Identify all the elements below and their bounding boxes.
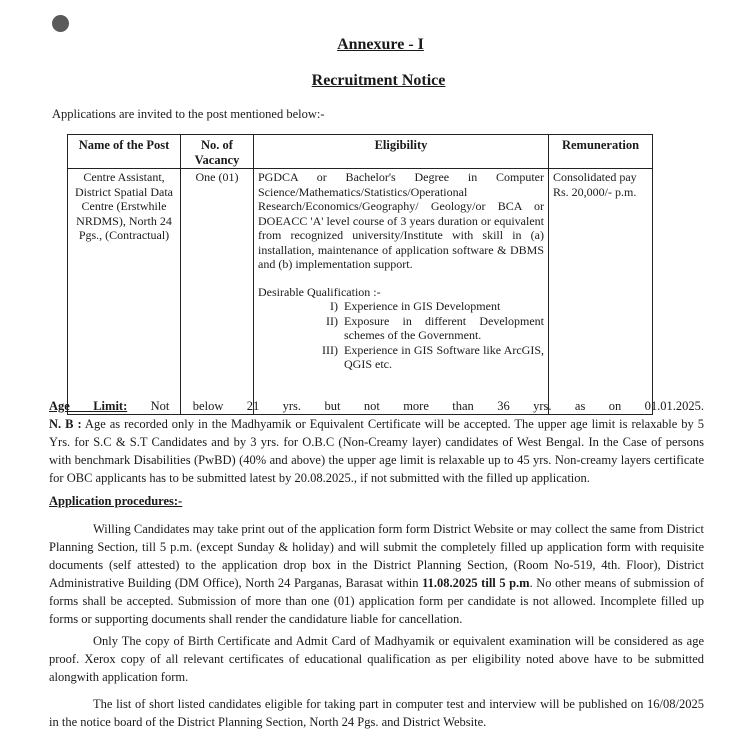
- desirable-title: Desirable Qualification :-: [258, 284, 381, 299]
- table-header-row: [68, 135, 653, 169]
- list-item: [306, 343, 544, 372]
- table-row: [68, 169, 653, 415]
- desirable-qualification: [258, 285, 544, 372]
- nb-text: Age as recorded only in the Madhyamik or Equivalent Certificate will be accepted. The upper age limit is relaxable by 5 Yrs. for S.C & S.T Candidates and by 3 yrs. for O.B.C (Non-Creamy layer) candidates of West Bengal. In the Case of persons with benchmark Disabilities (PwBD) (40% and above) the upper age limit is relaxable up to 45 yrs. Non-creamy layers certificate for OBC applicants has to be submitted latest by 20.08.2025., if not submitted with the filled up application.: [49, 417, 704, 485]
- eligibility-text: PGDCA or Bachelor's Degree in Computer Science/Mathematics/Statistics/Operational Research/Economics/Geography/ Geology/or BCA or DOEACC 'A' level course of 3 years duration or equivalent from recognized university/Institute with skill in (a) installation, maintenance of application software & DBMS and (b) implementation support.: [258, 170, 544, 271]
- header-eligibility: Eligibility: [254, 135, 549, 169]
- recruitment-table: [67, 134, 653, 415]
- vacancy-cell: One (01): [181, 169, 254, 415]
- procedure-text: Willing Candidates may take print out of the application form form District Website or may collect the same from District Planning Section, till 5 p.m. (except Sunday & holiday) and will submit the completely filled up application form with requisite documents (self attested) to the application drop box in the District Planning Section, (Room No-519, 4th. Floor), District Administrative Building (DM Office), North 24 Parganas, Barasat within: [49, 522, 704, 590]
- list-number: III): [322, 342, 338, 357]
- eligibility-cell: [254, 169, 549, 415]
- list-item: [306, 314, 544, 343]
- page-title: Recruitment Notice: [311, 72, 446, 89]
- certificate-paragraph: Only The copy of Birth Certificate and Admit Card of Madhyamik or equivalent examination will be considered as age proof. Xerox copy of all relevant certificates of educational qualification as per eligibility noted above have to be submitted alongwith application form.: [49, 634, 704, 684]
- nb-text-block: [49, 415, 704, 487]
- procedure-text-end: . No other means of submission of forms shall be accepted. Submission of more than one (01) application form per candidate is not allowed. Incomplete filled up forms or supporting documents shall render the candidature liable for cancellation.: [49, 576, 704, 626]
- procedure-paragraph: [49, 520, 704, 628]
- age-limit-text: Not below 21 yrs. but not more than 36 yrs. as on 01.01.2025.: [127, 399, 704, 413]
- desirable-list: [258, 299, 544, 372]
- list-number: I): [330, 299, 338, 313]
- annexure-heading: Annexure - I: [337, 36, 424, 53]
- punch-hole: [52, 15, 69, 32]
- list-text: Exposure in different Development schemes of the Government.: [344, 313, 544, 342]
- intro-text: Applications are invited to the post mentioned below:-: [52, 107, 325, 121]
- header-vacancy: No. of Vacancy: [181, 135, 254, 169]
- shortlist-paragraph: The list of short listed candidates eligible for taking part in computer test and interview will be published on 16/08/2025 in the notice board of the District Planning Section, North 24 Pgs. and District Website.: [49, 697, 704, 729]
- remuneration-cell: Consolidated pay Rs. 20,000/- p.m.: [549, 169, 653, 415]
- age-limit-line: [49, 397, 704, 415]
- post-name-cell: Centre Assistant, District Spatial Data Centre (Erstwhile NRDMS), North 24 Pgs., (Contractual): [68, 169, 181, 415]
- header-remuneration: Remuneration: [549, 135, 653, 169]
- nb-label: N. B :: [49, 417, 82, 431]
- application-procedures-heading: Application procedures:-: [49, 494, 183, 508]
- list-item: [306, 299, 544, 314]
- age-limit-paragraph: [49, 397, 704, 487]
- list-number: II): [326, 313, 338, 328]
- header-post-name: Name of the Post: [68, 135, 181, 169]
- deadline-text: 11.08.2025 till 5 p.m: [422, 576, 530, 590]
- age-limit-label: Age Limit:: [49, 399, 128, 413]
- list-text: Experience in GIS Development: [344, 299, 501, 313]
- list-text: Experience in GIS Software like ArcGIS, QGIS etc.: [344, 342, 544, 371]
